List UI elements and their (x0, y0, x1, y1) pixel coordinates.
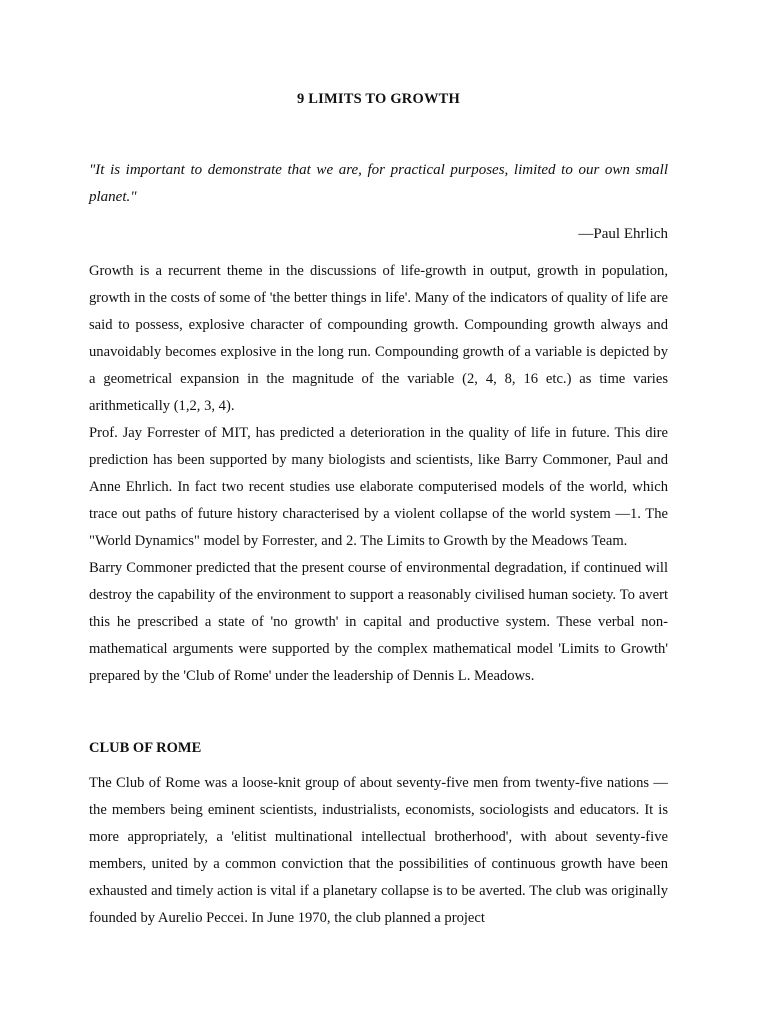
paragraph: Prof. Jay Forrester of MIT, has predicted a deterioration in the quality of life in future. This dire prediction has been supported by many biologists and scientists, like Barry Commoner, Paul and Anne Ehrlich. In fact two recent studies use elaborate computerised models of the world, which trace out paths of future history characterised by a violent collapse of the world system —1. The "World Dynamics" model by Forrester, and 2. The Limits to Growth by the Meadows Team. (89, 425, 668, 549)
epigraph-author: —Paul Ehrlich (578, 226, 668, 242)
paragraph: Barry Commoner predicted that the present course of environmental degradation, if continued will destroy the capability of the environment to support a reasonably civilised human society. To avert this he prescribed a state of 'no growth' in capital and productive system. These verbal non-mathematical arguments were supported by the complex mathematical model 'Limits to Growth' prepared by the 'Club of Rome' under the leadership of Dennis L. Meadows. (89, 560, 668, 684)
chapter-title: 9 LIMITS TO GROWTH (296, 91, 460, 107)
section-heading: CLUB OF ROME (89, 740, 202, 756)
body-paragraphs (89, 258, 668, 690)
paragraph: The Club of Rome was a loose-knit group of about seventy-five men from twenty-five nations —the members being eminent scientists, industrialists, economists, sociologists and educators. It is more appropriately, a 'elitist multinational intellectual brotherhood', with about seventy-five members, united by a common conviction that the possibilities of continuous growth have been exhausted and timely action is vital if a planetary collapse is to be averted. The club was originally founded by Aurelio Peccei. In June 1970, the club planned a project (89, 775, 668, 926)
epigraph-quote: "It is important to demonstrate that we are, for practical purposes, limited to our own small planet." (89, 162, 668, 205)
paragraph: Growth is a recurrent theme in the discussions of life-growth in output, growth in population, growth in the costs of some of 'the better things in life'. Many of the indicators of quality of life are said to possess, explosive character of compounding growth. Compounding growth always and unavoidably becomes explosive in the long run. Compounding growth of a variable is depicted by a geometrical expansion in the magnitude of the variable (2, 4, 8, 16 etc.) as time varies arithmetically (1,2, 3, 4). (89, 263, 668, 414)
section-paragraphs (89, 770, 668, 932)
